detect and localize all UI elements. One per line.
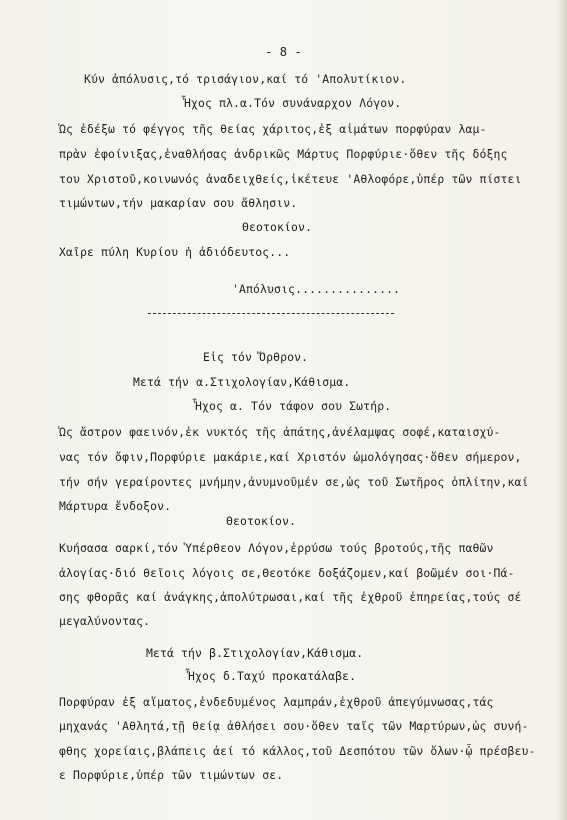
section-heading: Θεοτοκίον. bbox=[242, 220, 313, 234]
hymn-text-line: μεγαλύνοντας. bbox=[59, 614, 151, 628]
section-heading: Θεοτοκίον. bbox=[226, 514, 297, 528]
tone-heading: Ἦχος δ.Ταχύ προκατάλαβε. bbox=[188, 669, 357, 683]
hymn-text-line: του Χριστοῦ,κοινωνός ἀναδειχθείς,ἱκέτευε 'Αθλοφόρε,ὑπέρ τῶν πίστει bbox=[59, 172, 522, 186]
hymn-text-line: Ὡς ἄστρον φαεινόν,ἐκ νυκτός τῆς ἀπάτης,ἀνέλαμψας σοφέ,καταισχύ- bbox=[59, 425, 501, 439]
dismissal-line: 'Απόλυσις............... bbox=[232, 282, 401, 296]
tone-heading: Ἦχος πλ.α.Τόν συνάναρχον Λόγον. bbox=[184, 96, 402, 110]
tone-heading: Ἦχος α. Τόν τάφον σου Σωτήρ. bbox=[195, 399, 392, 413]
rubric-line: Μετά τήν β.Στιχολογίαν,Κάθισμα. bbox=[146, 646, 364, 660]
hymn-text-line: Μάρτυρα ἔνδοξον. bbox=[59, 499, 172, 513]
hymn-text-line: ἀλογίας·διό θεῖοις λόγοις σε,Θεοτόκε δοξάζομεν,καί βοῶμέν σοι·Πά- bbox=[59, 566, 515, 580]
hymn-text-line: Κυήσασα σαρκί,τόν Ὑπέρθεον Λόγον,ἐρρύσω τούς βροτούς,τῆς παθῶν bbox=[59, 541, 494, 555]
hymn-text-line: σης φθορᾶς καί ἀνάγκης,ἀπολύτρωσαι,καί τῆς ἐχθροῦ ἐπηρείας,τούς σέ bbox=[59, 590, 522, 604]
rubric-line: Μετά τήν α.Στιχολογίαν,Κάθισμα. bbox=[133, 375, 351, 389]
page-edge-shadow bbox=[557, 0, 567, 820]
hymn-text-line: Ὡς ἐδέξω τό φέγγος τῆς θείας χάριτος,ἐξ αἱμάτων πορφύραν λαμ- bbox=[59, 122, 487, 136]
hymn-text-line: Πορφύραν ἐξ αἵματος,ἐνδεδυμένος λαμπράν,ἐχθροῦ ἀπεγύμνωσας,τάς bbox=[59, 695, 494, 709]
hymn-text-line: Χαῖρε πύλη Κυρίου ἡ ἀδιόδευτος... bbox=[59, 245, 291, 259]
dashed-separator bbox=[148, 313, 394, 314]
hymn-text-line: μηχανάς 'Αθλητά,τῇ θείᾳ ἀθλήσει σου·ὅθεν ταῖς τῶν Μαρτύρων,ὡς συνή- bbox=[59, 719, 529, 733]
page-number: - 8 - bbox=[265, 45, 302, 59]
hymn-text-line: τιμώντων,τήν μακαρίαν σου ἄθλησιν. bbox=[59, 196, 298, 210]
hymn-text-line: πρὰν ἐφοίνιξας,ἐναθλήσας ἀνδρικῶς Μάρτυς Πορφύριε·ὅθεν τῆς δόξης bbox=[59, 147, 508, 161]
rubric-line: Κύν ἀπόλυσις,τό τρισάγιον,καί τό 'Απολυτίκιον. bbox=[84, 72, 407, 86]
hymn-text-line: τήν σήν γεραίροντες μνήμην,ἀνυμνοῦμέν σε,ὡς τοῦ Σωτῆρος ὁπλίτην,καί bbox=[59, 475, 529, 489]
hymn-text-line: νας τόν ὄφιν,Πορφύριε μακάριε,καί Χριστόν ὡμολόγησας·ὅθεν σήμερον, bbox=[59, 450, 522, 464]
hymn-text-line: ε Πορφύριε,ὑπέρ τῶν τιμώντων σε. bbox=[59, 768, 284, 782]
section-heading: Εἰς τόν Ὄρθρον. bbox=[203, 350, 309, 364]
hymn-text-line: φθης χορείαις,βλάπεις ἀεί τό κάλλος,τοῦ Δεσπότου τῶν ὅλων·ᾧ πρέσβευ- bbox=[59, 744, 536, 758]
